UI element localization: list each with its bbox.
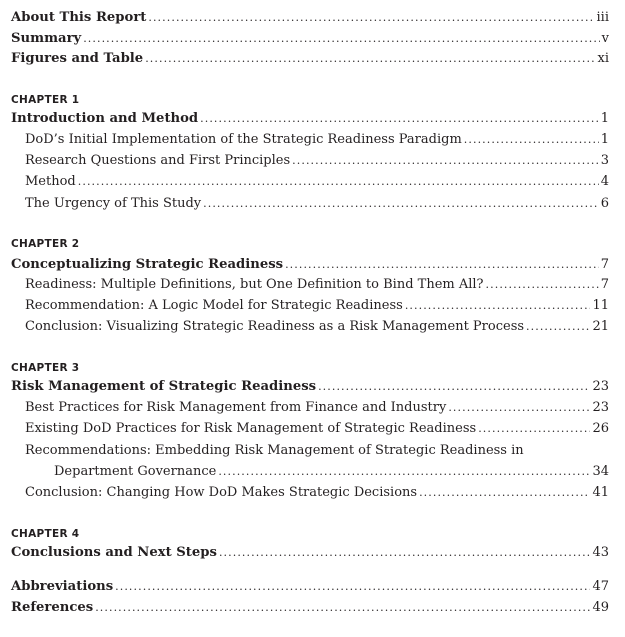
dot-leader [486, 275, 599, 295]
toc-entry-title: Summary [11, 31, 82, 46]
toc-section-2-3[interactable] [25, 317, 609, 337]
toc-entry-title: Readiness: Multiple Definitions, but One Definition to Bind Them All? [25, 277, 484, 292]
toc-entry-title: Research Questions and First Principles [25, 153, 291, 168]
toc-entry-page: 6 [600, 196, 609, 211]
toc-section-1-1[interactable] [25, 130, 609, 150]
dot-leader [285, 255, 599, 275]
dot-leader [478, 419, 590, 439]
toc-entry-page: 49 [592, 600, 609, 615]
toc-entry-page: 1 [600, 132, 609, 147]
toc-entry-chapter-1[interactable] [11, 109, 609, 129]
dot-leader [83, 29, 599, 49]
toc-entry-page: 26 [592, 421, 609, 436]
toc-entry-page: 7 [600, 277, 609, 292]
dot-leader [448, 398, 590, 418]
toc-entry-title: Conceptualizing Strategic Readiness [11, 257, 284, 272]
toc-entry-title: Introduction and Method [11, 111, 199, 126]
toc-entry-page: 41 [592, 485, 609, 500]
toc-section-3-3-line-1[interactable] [25, 441, 609, 461]
dot-leader [526, 317, 590, 337]
toc-entry-page: 23 [592, 400, 609, 415]
toc-entry-title: Risk Management of Strategic Readiness [11, 379, 317, 394]
toc-section-1-4[interactable] [25, 194, 609, 214]
toc-entry-abbreviations[interactable] [11, 577, 609, 597]
toc-entry-title: Conclusion: Changing How DoD Makes Strategic Decisions [25, 485, 418, 500]
toc-entry-chapter-4[interactable] [11, 543, 609, 563]
dot-leader [464, 130, 599, 150]
dot-leader [95, 598, 590, 618]
toc-entry-page: 11 [592, 298, 609, 313]
chapter-2-label: CHAPTER 2 [11, 238, 80, 250]
toc-section-3-4[interactable] [25, 483, 609, 503]
toc-entry-title: About This Report [11, 10, 147, 25]
toc-entry-figures-and-table[interactable] [11, 49, 609, 69]
toc-entry-page: 21 [592, 319, 609, 334]
toc-section-2-1[interactable] [25, 275, 609, 295]
toc-entry-chapter-3[interactable] [11, 377, 609, 397]
dot-leader [148, 8, 594, 28]
toc-entry-title: Method [25, 174, 76, 189]
toc-entry-page: 3 [600, 153, 609, 168]
toc-entry-page: 23 [592, 379, 609, 394]
toc-entry-title: Abbreviations [11, 579, 114, 594]
dot-leader [78, 172, 599, 192]
toc-entry-title: Existing DoD Practices for Risk Management of Strategic Readiness [25, 421, 477, 436]
dot-leader [318, 377, 590, 397]
toc-entry-page: 4 [600, 174, 609, 189]
toc-section-1-2[interactable] [25, 151, 609, 171]
dot-leader [292, 151, 599, 171]
toc-entry-page: xi [597, 51, 609, 66]
dot-leader [145, 49, 595, 69]
toc-entry-chapter-2[interactable] [11, 255, 609, 275]
chapter-4-label: CHAPTER 4 [11, 528, 80, 540]
dot-leader [115, 577, 590, 597]
toc-entry-title: Figures and Table [11, 51, 144, 66]
toc-section-3-2[interactable] [25, 419, 609, 439]
toc-entry-page: 1 [600, 111, 609, 126]
toc-entry-page: iii [596, 10, 609, 25]
chapter-3-label: CHAPTER 3 [11, 362, 80, 374]
toc-entry-title: DoD’s Initial Implementation of the Strategic Readiness Paradigm [25, 132, 462, 147]
toc-entry-title-continuation: Department Governance [54, 464, 217, 479]
dot-leader [200, 109, 599, 129]
dot-leader [203, 194, 599, 214]
toc-entry-page: v [601, 31, 609, 46]
toc-entry-page: 34 [592, 464, 609, 479]
toc-entry-page: 47 [592, 579, 609, 594]
toc-section-1-3[interactable] [25, 172, 609, 192]
toc-section-3-1[interactable] [25, 398, 609, 418]
toc-entry-title: Best Practices for Risk Management from Finance and Industry [25, 400, 447, 415]
toc-entry-title: Conclusion: Visualizing Strategic Readiness as a Risk Management Process [25, 319, 525, 334]
toc-entry-title: References [11, 600, 94, 615]
dot-leader [219, 543, 591, 563]
toc-section-2-2[interactable] [25, 296, 609, 316]
toc-entry-summary[interactable] [11, 29, 609, 49]
dot-leader [419, 483, 590, 503]
dot-leader [405, 296, 591, 316]
dot-leader [218, 462, 590, 482]
toc-entry-title: Conclusions and Next Steps [11, 545, 217, 560]
toc-entry-title: Recommendation: A Logic Model for Strategic Readiness [25, 298, 403, 313]
toc-section-3-3-line-2[interactable] [54, 462, 609, 482]
toc-entry-page: 43 [592, 545, 609, 560]
toc-entry-title: Recommendations: Embedding Risk Management of Strategic Readiness in [25, 443, 524, 458]
chapter-1-label: CHAPTER 1 [11, 94, 80, 106]
toc-entry-references[interactable] [11, 598, 609, 618]
toc-entry-about-this-report[interactable] [11, 8, 609, 28]
toc-entry-title: The Urgency of This Study [25, 196, 202, 211]
toc-entry-page: 7 [600, 257, 609, 272]
